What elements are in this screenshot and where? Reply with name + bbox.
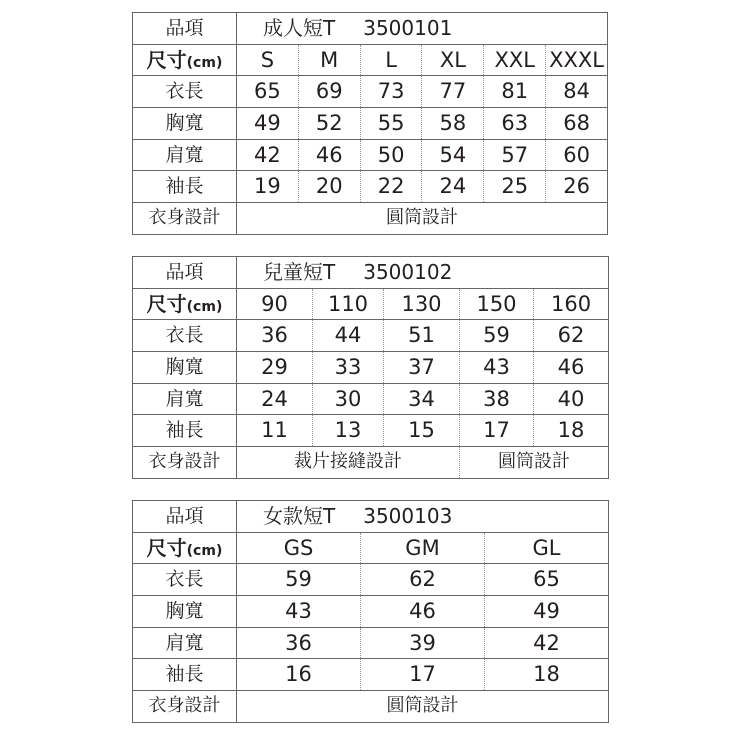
table-cell: 43 xyxy=(460,352,534,384)
table-cell: 77 xyxy=(422,76,484,108)
unit-label: (cm) xyxy=(186,55,223,72)
kids-product-name: 兒童短T xyxy=(263,260,336,285)
body-design-label: 衣身設計 xyxy=(133,203,237,235)
table-cell: 22 xyxy=(360,171,422,203)
table-cell: 17 xyxy=(361,659,485,691)
kids-size-160: 160 xyxy=(534,288,609,320)
kids-chest-row xyxy=(133,352,609,384)
table-cell: 46 xyxy=(534,352,609,384)
length-label: 衣長 xyxy=(133,320,237,352)
chest-label: 胸寬 xyxy=(133,352,237,384)
kids-title-row xyxy=(133,257,609,289)
adult-size-xl: XL xyxy=(422,44,484,76)
table-cell: 24 xyxy=(422,171,484,203)
table-cell: 68 xyxy=(546,108,608,140)
table-cell: 38 xyxy=(460,383,534,415)
item-label: 品項 xyxy=(133,501,237,533)
kids-size-90: 90 xyxy=(237,288,313,320)
sleeve-label: 袖長 xyxy=(133,415,237,447)
table-cell: 13 xyxy=(313,415,384,447)
kids-size-110: 110 xyxy=(313,288,384,320)
kids-size-130: 130 xyxy=(384,288,460,320)
table-cell: 50 xyxy=(360,139,422,171)
table-cell: 26 xyxy=(546,171,608,203)
kids-shoulder-row xyxy=(133,383,609,415)
women-size-row xyxy=(133,532,609,564)
kids-design-row xyxy=(133,447,609,479)
table-cell: 37 xyxy=(384,352,460,384)
adult-size-xxxl: XXXL xyxy=(546,44,608,76)
kids-size-row xyxy=(133,288,609,320)
women-chest-row xyxy=(133,596,609,628)
table-cell: 59 xyxy=(460,320,534,352)
table-cell: 62 xyxy=(361,564,485,596)
table-cell: 11 xyxy=(237,415,313,447)
table-cell: 16 xyxy=(237,659,361,691)
table-cell: 18 xyxy=(485,659,609,691)
table-cell: 42 xyxy=(237,139,299,171)
shoulder-label: 肩寬 xyxy=(133,383,237,415)
table-cell: 20 xyxy=(298,171,360,203)
kids-design-value-a: 裁片接縫設計 xyxy=(237,447,460,479)
adult-size-m: M xyxy=(298,44,360,76)
women-size-table xyxy=(132,500,609,723)
women-product-name: 女款短T xyxy=(263,504,336,529)
size-label xyxy=(133,532,237,564)
table-cell: 36 xyxy=(237,627,361,659)
table-cell: 46 xyxy=(298,139,360,171)
size-label-text: 尺寸 xyxy=(146,536,187,561)
kids-product xyxy=(237,257,609,289)
table-cell: 51 xyxy=(384,320,460,352)
adult-sleeve-row xyxy=(133,171,608,203)
chest-label: 胸寬 xyxy=(133,108,237,140)
kids-design-value-b: 圓筒設計 xyxy=(460,447,609,479)
women-size-gs: GS xyxy=(237,532,361,564)
adult-product-code: 3500101 xyxy=(363,16,453,41)
kids-sleeve-row xyxy=(133,415,609,447)
women-design-row xyxy=(133,691,609,723)
item-label: 品項 xyxy=(133,257,237,289)
table-cell: 30 xyxy=(313,383,384,415)
table-cell: 33 xyxy=(313,352,384,384)
kids-size-150: 150 xyxy=(460,288,534,320)
adult-size-xxl: XXL xyxy=(484,44,546,76)
women-size-gl: GL xyxy=(485,532,609,564)
adult-chest-row xyxy=(133,108,608,140)
kids-length-row xyxy=(133,320,609,352)
item-label: 品項 xyxy=(133,13,237,45)
body-design-label: 衣身設計 xyxy=(133,447,237,479)
table-cell: 46 xyxy=(361,596,485,628)
table-cell: 57 xyxy=(484,139,546,171)
table-cell: 60 xyxy=(546,139,608,171)
table-cell: 55 xyxy=(360,108,422,140)
adult-design-row xyxy=(133,203,608,235)
chest-label: 胸寬 xyxy=(133,596,237,628)
table-cell: 29 xyxy=(237,352,313,384)
size-label-text: 尺寸 xyxy=(146,292,187,317)
shoulder-label: 肩寬 xyxy=(133,139,237,171)
women-title-row xyxy=(133,501,609,533)
table-cell: 40 xyxy=(534,383,609,415)
length-label: 衣長 xyxy=(133,564,237,596)
table-cell: 43 xyxy=(237,596,361,628)
table-cell: 65 xyxy=(237,76,299,108)
table-cell: 62 xyxy=(534,320,609,352)
adult-design-value: 圓筒設計 xyxy=(237,203,608,235)
table-cell: 52 xyxy=(298,108,360,140)
table-cell: 19 xyxy=(237,171,299,203)
size-label xyxy=(133,44,237,76)
sleeve-label: 袖長 xyxy=(133,659,237,691)
adult-title-row xyxy=(133,13,608,45)
table-cell: 15 xyxy=(384,415,460,447)
table-cell: 63 xyxy=(484,108,546,140)
size-label-text: 尺寸 xyxy=(146,48,187,73)
table-cell: 69 xyxy=(298,76,360,108)
unit-label: (cm) xyxy=(186,299,223,316)
table-cell: 17 xyxy=(460,415,534,447)
kids-product-code: 3500102 xyxy=(363,260,453,285)
women-product-code: 3500103 xyxy=(363,504,453,529)
women-size-gm: GM xyxy=(361,532,485,564)
table-cell: 36 xyxy=(237,320,313,352)
sleeve-label: 袖長 xyxy=(133,171,237,203)
table-cell: 81 xyxy=(484,76,546,108)
table-cell: 84 xyxy=(546,76,608,108)
table-cell: 18 xyxy=(534,415,609,447)
length-label: 衣長 xyxy=(133,76,237,108)
adult-product xyxy=(237,13,608,45)
kids-size-table xyxy=(132,256,609,479)
table-cell: 25 xyxy=(484,171,546,203)
adult-size-table xyxy=(132,12,608,235)
body-design-label: 衣身設計 xyxy=(133,691,237,723)
table-cell: 73 xyxy=(360,76,422,108)
table-cell: 58 xyxy=(422,108,484,140)
table-cell: 34 xyxy=(384,383,460,415)
table-cell: 39 xyxy=(361,627,485,659)
table-cell: 49 xyxy=(237,108,299,140)
adult-size-row xyxy=(133,44,608,76)
adult-size-s: S xyxy=(237,44,299,76)
table-cell: 49 xyxy=(485,596,609,628)
adult-product-name: 成人短T xyxy=(263,16,336,41)
women-length-row xyxy=(133,564,609,596)
adult-size-l: L xyxy=(360,44,422,76)
adult-shoulder-row xyxy=(133,139,608,171)
adult-length-row xyxy=(133,76,608,108)
women-design-value: 圓筒設計 xyxy=(237,691,609,723)
women-sleeve-row xyxy=(133,659,609,691)
table-cell: 44 xyxy=(313,320,384,352)
women-product xyxy=(237,501,609,533)
size-label xyxy=(133,288,237,320)
table-cell: 54 xyxy=(422,139,484,171)
table-cell: 24 xyxy=(237,383,313,415)
shoulder-label: 肩寬 xyxy=(133,627,237,659)
women-shoulder-row xyxy=(133,627,609,659)
table-cell: 59 xyxy=(237,564,361,596)
table-cell: 42 xyxy=(485,627,609,659)
unit-label: (cm) xyxy=(186,543,223,560)
table-cell: 65 xyxy=(485,564,609,596)
